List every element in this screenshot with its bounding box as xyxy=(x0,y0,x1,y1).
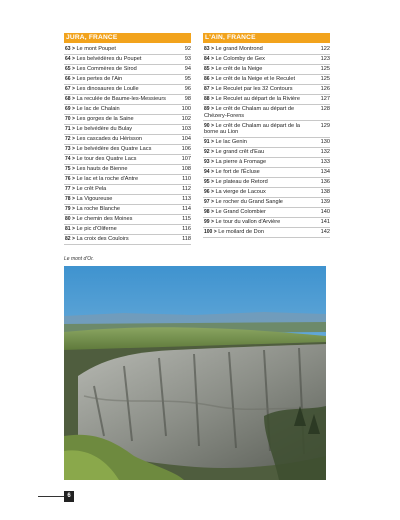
toc-entry-number: 85 > xyxy=(204,66,214,73)
toc-entry-page: 118 xyxy=(182,236,191,243)
toc-entry xyxy=(64,55,191,65)
toc-entry-number: 68 > xyxy=(65,96,75,103)
toc-entry xyxy=(64,135,191,145)
toc-entry-title xyxy=(65,106,179,112)
toc-entry xyxy=(203,45,330,55)
toc-entry-page: 133 xyxy=(320,159,330,166)
toc-entry xyxy=(203,228,330,238)
toc-entry-page: 132 xyxy=(320,149,330,156)
toc-entry-number: 66 > xyxy=(65,76,75,83)
toc-entry xyxy=(64,185,191,195)
mountain-cliff-image xyxy=(64,266,326,480)
toc-entry xyxy=(203,158,330,168)
toc-entry-number: 84 > xyxy=(204,56,214,63)
toc-entry-number: 79 > xyxy=(65,206,75,213)
toc-entry-page: 96 xyxy=(184,86,191,93)
toc-entry-text: Le crêt de Chalam au départ de Chézery-Forens xyxy=(204,106,295,119)
toc-entry xyxy=(203,138,330,148)
toc-entry-number: 81 > xyxy=(65,226,75,233)
toc-entry-number: 82 > xyxy=(65,236,75,243)
toc-entry-number: 63 > xyxy=(65,46,75,53)
toc-entry-title xyxy=(204,229,318,235)
toc-entry-title xyxy=(204,159,318,165)
toc-entry-number: 86 > xyxy=(204,76,214,83)
toc-entry-text: Le Reculet au départ de la Rivière xyxy=(215,96,301,103)
toc-entry-title xyxy=(65,226,179,232)
toc-entry-title xyxy=(204,219,318,225)
toc-column-jura xyxy=(64,33,191,245)
toc-entry-text: Le lac et la roche d'Antre xyxy=(76,176,139,183)
toc-entry-number: 99 > xyxy=(204,219,214,226)
toc-entry-title xyxy=(204,179,318,185)
toc-entry xyxy=(64,215,191,225)
toc-entry-text: Le lac de Chalain xyxy=(76,106,120,113)
section-header-jura: JURA, FRANCE xyxy=(64,33,191,43)
toc-entry-number: 65 > xyxy=(65,66,75,73)
toc-entry xyxy=(64,235,191,245)
toc-entry-page: 114 xyxy=(182,206,191,213)
toc-entry xyxy=(64,65,191,75)
toc-entry-page: 141 xyxy=(320,219,330,226)
toc-entry-title xyxy=(65,46,179,52)
toc-entry-title xyxy=(65,166,179,172)
toc-entry-page: 107 xyxy=(181,156,191,163)
toc-entry-text: Les pertes de l'Ain xyxy=(76,76,123,83)
toc-entry-page: 103 xyxy=(181,126,191,133)
toc-entry xyxy=(203,121,330,137)
toc-entry-text: Le belvédère du Bulay xyxy=(76,126,133,133)
footer-rule xyxy=(38,496,64,497)
toc-entry-number: 75 > xyxy=(65,166,75,173)
toc-entry-page: 136 xyxy=(320,179,330,186)
toc-entry-number: 95 > xyxy=(204,179,214,186)
toc-entry-text: La vierge de Lacoux xyxy=(215,189,266,196)
toc-entry-title xyxy=(65,196,179,202)
toc-entry-text: Le rocher du Grand Sangle xyxy=(215,199,283,206)
toc-entry xyxy=(203,178,330,188)
toc-entry-page: 122 xyxy=(320,46,330,53)
toc-entry xyxy=(64,155,191,165)
toc-entry-page: 106 xyxy=(181,146,191,153)
toc-entry-page: 129 xyxy=(320,122,330,129)
toc-entry-title xyxy=(65,56,179,62)
toc-entry-number: 67 > xyxy=(65,86,75,93)
toc-entry-text: Les belvédères du Poupet xyxy=(76,56,142,63)
toc-entry-number: 96 > xyxy=(204,189,214,196)
toc-entry-title xyxy=(204,56,318,62)
toc-entry-page: 127 xyxy=(320,96,330,103)
toc-entry-number: 70 > xyxy=(65,116,75,123)
page-number: 6 xyxy=(64,491,74,502)
toc-entry-number: 83 > xyxy=(204,46,214,53)
toc-entry-text: Les Commères de Sirod xyxy=(76,66,137,73)
toc-entry-title xyxy=(65,156,179,162)
toc-entry-title xyxy=(65,216,179,222)
toc-entry xyxy=(203,65,330,75)
toc-entry-number: 88 > xyxy=(204,96,214,103)
toc-entry-text: Le crêt de la Neige xyxy=(215,66,263,73)
toc-entry xyxy=(203,85,330,95)
toc-entry-title xyxy=(65,236,179,242)
toc-entry xyxy=(64,165,191,175)
toc-entry-page: 104 xyxy=(181,136,191,143)
toc-entry-page: 94 xyxy=(184,66,191,73)
toc-entry-number: 69 > xyxy=(65,106,75,113)
toc-entry-number: 98 > xyxy=(204,209,214,216)
toc-entry-page: 100 xyxy=(181,106,191,113)
toc-entry-page: 116 xyxy=(182,226,191,233)
toc-entry-page: 139 xyxy=(320,199,330,206)
toc-entry-number: 72 > xyxy=(65,136,75,143)
toc-entry-number: 97 > xyxy=(204,199,214,206)
toc-entry-text: Le pic d'Oliferne xyxy=(76,226,117,233)
toc-entry-title xyxy=(65,66,179,72)
toc-entry-text: Les hauts de Bienne xyxy=(76,166,128,173)
toc-entry xyxy=(203,148,330,158)
toc-entry-text: Le tour du vallon d'Arvière xyxy=(215,219,281,226)
toc-entry xyxy=(64,175,191,185)
toc-entry xyxy=(64,195,191,205)
toc-entry-page: 126 xyxy=(320,86,330,93)
toc-entry-page: 125 xyxy=(320,66,330,73)
toc-entry-title xyxy=(204,199,318,205)
toc-entry-title xyxy=(204,139,318,145)
toc-entry-page: 98 xyxy=(184,96,191,103)
toc-entry-text: Les gorges de la Saine xyxy=(76,116,134,123)
toc-entry-page: 113 xyxy=(182,196,191,203)
toc-entry-number: 78 > xyxy=(65,196,75,203)
toc-entry xyxy=(64,145,191,155)
toc-entry-text: La pierre à Fromage xyxy=(215,159,267,166)
toc-entry-title xyxy=(65,186,179,192)
toc-entry-text: Le Grand Colombier xyxy=(215,209,266,216)
toc-entry-page: 93 xyxy=(184,56,191,63)
section-header-ain: L'AIN, FRANCE xyxy=(203,33,330,43)
toc-entry-title xyxy=(204,76,318,82)
toc-entry-title xyxy=(204,149,318,155)
toc-entry-number: 77 > xyxy=(65,186,75,193)
toc-entry-text: La roche Blanche xyxy=(76,206,120,213)
toc-list-ain xyxy=(203,45,330,238)
toc-entry-page: 140 xyxy=(320,209,330,216)
toc-entry-page: 112 xyxy=(182,186,191,193)
toc-entry-number: 94 > xyxy=(204,169,214,176)
toc-entry-text: Le tour des Quatre Lacs xyxy=(76,156,137,163)
toc-entry-number: 76 > xyxy=(65,176,75,183)
toc-entry-text: Le crêt de la Neige et le Reculet xyxy=(215,76,296,83)
toc-entry-title xyxy=(65,136,179,142)
toc-entry-number: 80 > xyxy=(65,216,75,223)
toc-entry-title xyxy=(65,146,179,152)
toc-entry-text: Le Reculet par les 32 Contours xyxy=(215,86,293,93)
toc-entry xyxy=(203,105,330,121)
toc-entry-number: 71 > xyxy=(65,126,75,133)
toc-entry xyxy=(203,95,330,105)
toc-entry xyxy=(64,125,191,135)
toc-entry-text: Le plateau de Retord xyxy=(215,179,268,186)
toc-entry-text: Les dinosaures de Loulle xyxy=(76,86,139,93)
toc-entry-text: La reculée de Baume-les-Messieurs xyxy=(76,96,166,103)
toc-entry xyxy=(64,85,191,95)
toc-entry-text: Le mont Poupet xyxy=(76,46,116,53)
toc-entry xyxy=(203,188,330,198)
landscape-photo xyxy=(64,266,326,480)
toc-entry-title xyxy=(204,46,318,52)
toc-entry-page: 110 xyxy=(182,176,191,183)
toc-entry-page: 125 xyxy=(320,76,330,83)
toc-entry-title xyxy=(65,76,179,82)
toc-entry-title xyxy=(65,96,179,102)
toc-entry-title xyxy=(204,66,318,72)
toc-entry xyxy=(203,198,330,208)
toc-entry-title xyxy=(204,106,318,119)
toc-entry-text: La croix des Couloirs xyxy=(76,236,129,243)
toc-entry-title xyxy=(204,189,318,195)
toc-entry-text: La Vigoureuse xyxy=(76,196,113,203)
toc-entry-number: 73 > xyxy=(65,146,75,153)
toc-entry xyxy=(64,105,191,115)
toc-entry-text: Le crêt Pela xyxy=(76,186,107,193)
toc-entry-number: 87 > xyxy=(204,86,214,93)
toc-entry-page: 130 xyxy=(320,139,330,146)
toc-list-jura xyxy=(64,45,191,245)
toc-entry-text: Le fort de l'Écluse xyxy=(215,169,260,176)
toc-entry xyxy=(203,208,330,218)
toc-entry-text: Les cascades du Hérisson xyxy=(76,136,143,143)
toc-entry-text: Le belvédère des Quatre Lacs xyxy=(76,146,152,153)
toc-entry-title xyxy=(204,86,318,92)
toc-entry-title xyxy=(65,206,179,212)
photo-caption: Le mont d'Or. xyxy=(64,256,94,262)
toc-entry xyxy=(203,168,330,178)
toc-entry xyxy=(203,55,330,65)
toc-entry-text: Le grand crêt d'Eau xyxy=(215,149,265,156)
toc-entry-page: 102 xyxy=(181,116,191,123)
toc-column-ain xyxy=(203,33,330,238)
toc-entry-text: Le crêt de Chalam au départ de la borne au Lion xyxy=(204,122,301,136)
toc-entry xyxy=(203,75,330,85)
toc-entry-page: 123 xyxy=(320,56,330,63)
toc-entry-text: Le moilard de Don xyxy=(218,229,264,236)
toc-entry-number: 93 > xyxy=(204,159,214,166)
toc-entry-page: 138 xyxy=(320,189,330,196)
toc-entry-number: 90 > xyxy=(204,122,214,129)
toc-entry-number: 92 > xyxy=(204,149,214,156)
toc-entry-title xyxy=(65,176,179,182)
toc-entry xyxy=(64,45,191,55)
toc-entry-text: Le lac Genin xyxy=(215,139,247,146)
toc-entry-page: 115 xyxy=(182,216,191,223)
toc-entry-title xyxy=(204,96,318,102)
toc-entry-title xyxy=(204,209,318,215)
toc-entry-page: 142 xyxy=(320,229,330,236)
toc-entry-number: 74 > xyxy=(65,156,75,163)
toc-entry-title xyxy=(204,169,318,175)
toc-entry-number: 64 > xyxy=(65,56,75,63)
toc-entry xyxy=(64,205,191,215)
toc-entry xyxy=(203,218,330,228)
toc-entry-title xyxy=(65,126,179,132)
toc-entry xyxy=(64,95,191,105)
toc-entry-text: Le grand Montrond xyxy=(215,46,263,53)
toc-entry-number: 91 > xyxy=(204,139,214,146)
toc-entry xyxy=(64,225,191,235)
toc-entry-text: Le Colomby de Gex xyxy=(215,56,265,63)
toc-entry-title xyxy=(204,123,318,136)
toc-entry-number: 100 > xyxy=(204,229,217,236)
toc-entry-title xyxy=(65,86,179,92)
toc-entry-page: 95 xyxy=(184,76,191,83)
toc-entry-page: 92 xyxy=(184,46,191,53)
toc-entry-page: 108 xyxy=(181,166,191,173)
toc-entry-text: Le chemin des Moines xyxy=(76,216,133,223)
toc-entry-title xyxy=(65,116,179,122)
toc-entry xyxy=(64,75,191,85)
toc-entry-number: 89 > xyxy=(204,106,214,113)
toc-entry-page: 128 xyxy=(320,106,330,113)
toc-entry-page: 134 xyxy=(320,169,330,176)
toc-entry xyxy=(64,115,191,125)
